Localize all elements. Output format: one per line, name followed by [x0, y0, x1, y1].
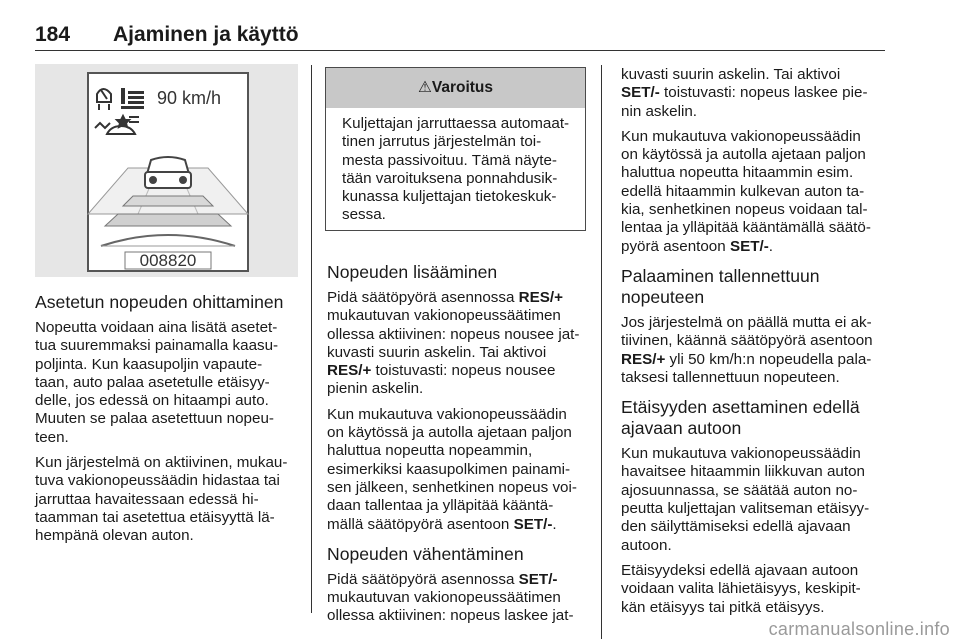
page-number: 184: [35, 23, 71, 46]
heading-distance-setting: Etäisyyden asettaminen edellä ajavaan autoon: [621, 397, 860, 439]
header-rule: [35, 50, 885, 51]
heading-speed-increase: Nopeuden lisääminen: [327, 262, 498, 282]
paragraph-decrease-2: kuvasti suurin askelin. Tai aktivoi SET/- toistuvasti: nopeus laskee pie- nin askelin.: [621, 66, 868, 120]
watermark: carmanualsonline.info: [768, 619, 950, 639]
column-divider-2: [601, 65, 602, 639]
paragraph-increase-2: Kun mukautuva vakionopeussäädin on käytössä ja autolla ajetaan paljon haluttua nopeutta nopeammin, esimerkiksi kaasupolkimen painami- sen jälkeen, senhetkinen nopeus voi- daan tallentaa ja ylläpitää kääntä- mällä säätöpyörä asentoon SET/-.: [327, 405, 577, 533]
column-divider-1: [311, 65, 312, 613]
heading-speed-override: Asetetun nopeuden ohittaminen: [35, 292, 284, 312]
paragraph-distance-1: Kun mukautuva vakionopeussäädin havaitsee hitaammin liikkuvan auton ajosuunnassa, se säätää auton no- peutta kuljettajan valitseman etäisyy- den säilyttämiseksi edellä ajavaan autoon.: [621, 445, 870, 554]
paragraph-distance-2: Etäisyydeksi edellä ajavaan autoon voidaan valita lähietäisyys, keskipit- kän etäisyys tai pitkä etäisyys.: [621, 561, 861, 616]
paragraph-override-2: Kun järjestelmä on aktiivinen, mukau- tuva vakionopeussäädin hidastaa tai jarruttaa havaitessaan edessä hi- taamman tai asetettua etäisyyttä lä- hempänä olevan auton.: [35, 454, 288, 545]
cluster-display-svg: [35, 64, 298, 277]
warning-icon: ⚠: [417, 79, 432, 96]
left-column: [35, 292, 305, 553]
warning-header: [326, 68, 585, 108]
middle-column: [327, 262, 595, 633]
paragraph-decrease-1: Pidä säätöpyörä asennossa SET/- mukautuvan vakionopeussäätimen ollessa aktiivinen: nopeus laskee jat-: [327, 570, 574, 625]
right-column: [621, 66, 886, 624]
odometer-readout: 008820: [139, 251, 197, 270]
warning-box: [325, 67, 586, 231]
lead-car-icon: [145, 157, 191, 188]
warning-title: Varoitus: [431, 79, 494, 96]
heading-speed-decrease: Nopeuden vähentäminen: [327, 543, 524, 564]
paragraph-override-1: Nopeutta voidaan aina lisätä asetet- tua suuremmaksi painamalla kaasu- poljinta. Kun kaasupoljin vapaute- taan, auto palaa asetetulle etäisyy- delle, jos edessä on hitaampi auto. Muuten se palaa asetettuun nopeu- teen.: [35, 319, 279, 446]
page-title: Ajaminen ja käyttö: [113, 23, 299, 46]
paragraph-increase-1: Pidä säätöpyörä asennossa RES/+ mukautuvan vakionopeussäätimen ollessa aktiivinen: nopeus nousee jat- kuvasti suurin askelin. Tai aktivoi RES/+ toistuvasti: nopeus nousee pienin askelin.: [327, 289, 580, 398]
cluster-display-illustration: [35, 64, 298, 277]
heading-resume-speed: Palaaminen tallennettuun nopeuteen: [621, 265, 820, 307]
paragraph-resume: Jos järjestelmä on päällä mutta ei ak- tiivinen, käännä säätöpyörä asentoon RES/+ yli 50 km/h:n nopeudella pala- taksesi tallennettuun nopeuteen.: [621, 313, 873, 386]
warning-text: Kuljettajan jarruttaessa automaat- tinen jarrutus järjestelmän toi- mesta passivoituu. Tämä näyte- tään varoituksena ponnahdusik- kunassa kuljettajan tietokeskuk- sessa.: [342, 115, 570, 224]
set-speed-readout: 90 km/h: [157, 88, 222, 108]
paragraph-decrease-3: Kun mukautuva vakionopeussäädin on käytössä ja autolla ajetaan paljon haluttua nopeutta hitaammin esim. edellä hitaammin kulkevan auton ta- kia, senhetkinen nopeus voidaan tal- lentaa ja ylläpitää kääntämällä säätö- pyörä asentoon SET/-.: [621, 127, 871, 255]
page-header: [35, 22, 885, 48]
